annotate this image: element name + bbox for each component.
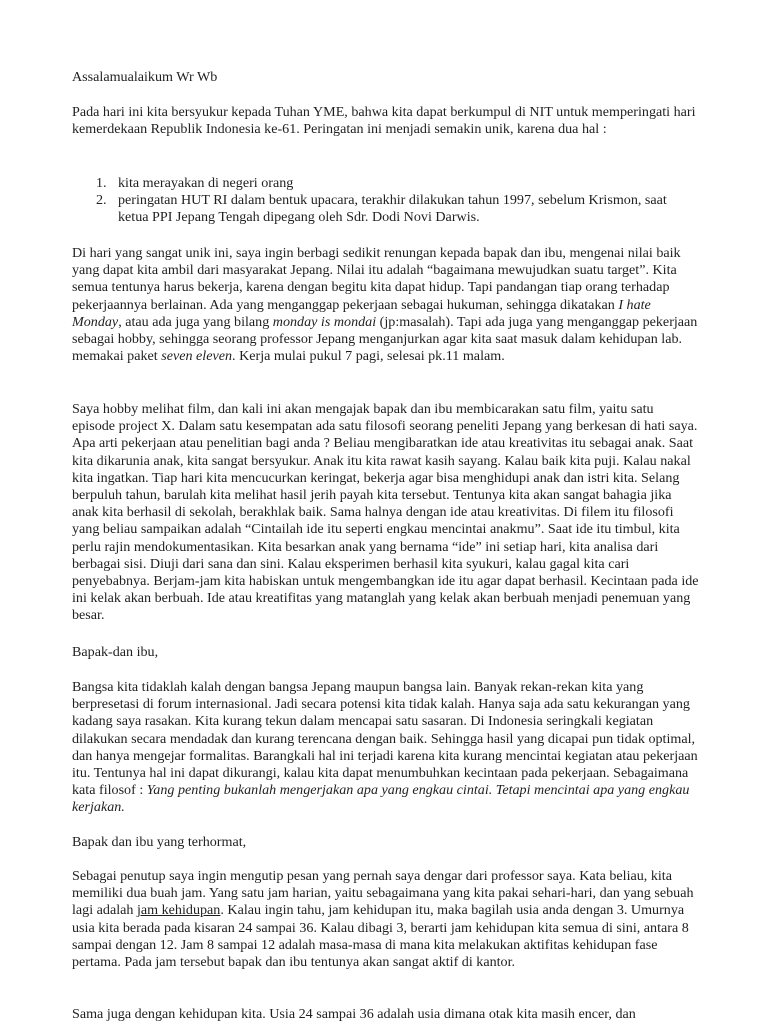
intro-paragraph: Pada hari ini kita bersyukur kepada Tuhan YME, bahwa kita dapat berkumpul di NIT untuk memperingati hari kemerdekaan Republik Indonesia ke-61. Peringatan ini menjadi semakin unik, karena dua hal : (72, 104, 696, 138)
italic-quote: Yang penting bukanlah mengerjakan apa yang engkau cintai. Tetapi mencintai apa yang engkau kerjakan. (72, 782, 690, 816)
greeting: Assalamualaikum Wr Wb (72, 69, 218, 85)
paragraph-film: Saya hobby melihat film, dan kali ini akan mengajak bapak dan ibu membicarakan satu film, yaitu satu episode project X. Dalam satu kesempatan ada satu filosofi seorang peneliti Jepang yang berkesan di hati saya. Apa arti pekerjaan atau penelitian bagi anda ? Beliau mengibaratkan ide atau kreativitas itu sebagai anak. Saat kita dikarunia anak, kita sangat bersyukur. Anak itu kita rawat kasih sayang. Kalau baik kita puji. Kalau nakal kita ingatkan. Tiap hari kita mencucurkan keringat, bekerja agar bisa menghidupi anak dan istri kita. Selang berpuluh tahun, barulah kita melihat hasil jerih payah kita tersebut. Tentunya kita akan sangat bahagia jika anak kita berhasil di sekolah, berakhlak baik. Sama halnya dengan ide atau kreativitas. Di filem itu filosofi yang beliau sampaikan adalah “Cintailah ide itu seperti engkau mencintai anakmu”. Saat ide itu timbul, kita perlu rajin mendokumentasikan. Kita besarkan anak yang bernama “ide” ini setiap hari, kita analisa dari berbagai sisi. Diuji dari sana dan sini. Kalau eksperimen berhasil kita syukuri, kalau gagal kita cari penyebabnya. Berjam-jam kita habiskan untuk mengembangkan ide itu agar dapat berhasil. Kecintaan pada ide ini kelak akan berbuah. Ide atau kreatifitas yang matanglah yang kelak akan berbuah menjadi penemuan yang besar. (72, 401, 699, 624)
text-run: . Kalau ingin tahu, jam kehidupan itu, maka bagilah usia anda dengan 3. Umurnya usia kita berada pada kisaran 24 sampai 36. Kalau dibagi 3, berarti jam kehidupan kita semua di sini, antara 8 sampai dengan 12. Jam 8 sampai 12 adalah masa-masa di mana kita melakukan aktifitas kehidupan fase pertama. Pada jam tersebut bapak dan ibu tentunya akan sangat aktif di kantor. (72, 902, 689, 971)
paragraph-closing: Sama juga dengan kehidupan kita. Usia 24 sampai 36 adalah usia dimana otak kita masih encer, dan (72, 1006, 636, 1022)
text-run: Sebagai penutup saya ingin mengutip pesan yang pernah saya dengar dari professor saya. Kata beliau, kita memiliki dua buah jam. Yang satu jam harian, yaitu sebagaimana yang kita pakai sehari-hari, dan yang sebuah lagi adalah (72, 868, 694, 919)
salutation-2: Bapak dan ibu yang terhormat, (72, 834, 247, 850)
list-number: 1. (96, 175, 107, 191)
list-item (72, 175, 700, 192)
italic-text: seven eleven (161, 348, 233, 365)
paragraph-target (72, 245, 700, 365)
reasons-list (72, 175, 700, 227)
text-run: . Kerja mulai pukul 7 pagi, selesai pk.11 malam. (232, 348, 505, 365)
italic-text: monday is mondai (272, 313, 377, 330)
text-run: , atau ada juga yang bilang (118, 313, 273, 330)
underlined-text: jam kehidupan (136, 902, 221, 919)
text-run: Bangsa kita tidaklah kalah dengan bangsa Jepang maupun bangsa lain. Banyak rekan-rekan kita yang berpresetasi di forum internasional. Jadi secara potensi kita tidak kalah. Hanya saja ada satu kekurangan yang kadang saya rasakan. Kita kurang tekun dalam mencapai satu sasaran. Di Indonesia seringkali kegiatan dilakukan secara mendadak dan kurang terencana dengan baik. Sehingga hasil yang dicapai pun tidak optimal, dan hanya mengejar formalitas. Barangkali hal ini terjadi karena kita kurang mencintai kegiatan atau pekerjaan itu. Tentunya hal ini dapat dikurangi, kalau kita dapat menumbuhkan kecintaan pada pekerjaan. Sebagaimana kata filosof : (72, 679, 698, 799)
salutation-1: Bapak-dan ibu, (72, 644, 159, 660)
list-text: kita merayakan di negeri orang (118, 175, 294, 191)
paragraph-nation (72, 679, 700, 817)
list-number: 2. (96, 192, 107, 209)
paragraph-clock (72, 868, 700, 971)
text-run: (jp:masalah). Tapi ada juga yang menganggap pekerjaan sebagai hobby, sehingga seorang professor Jepang menganjurkan agar kita saat masuk dalam kehidupan lab. memakai paket (72, 313, 698, 365)
text-run: Di hari yang sangat unik ini, saya ingin berbagi sedikit renungan kepada bapak dan ibu, mengenai nilai baik yang dapat kita ambil dari masyarakat Jepang. Nilai itu adalah “bagaimana mewujudkan suatu target”. Kita semua tentunya harus bekerja, karena dengan begitu kita dapat hidup. Tapi pandangan tiap orang terhadap pekerjaannya berlainan. Ada yang menganggap pekerjaan sebagai hukuman, sehingga dikatakan (72, 245, 681, 313)
list-text: peringatan HUT RI dalam bentuk upacara, terakhir dilakukan tahun 1997, sebelum Krismon, saat ketua PPI Jepang Tengah dipegang oleh Sdr. Dodi Novi Darwis. (118, 192, 667, 226)
list-item (72, 192, 700, 226)
italic-text: I hate Monday (72, 296, 651, 330)
